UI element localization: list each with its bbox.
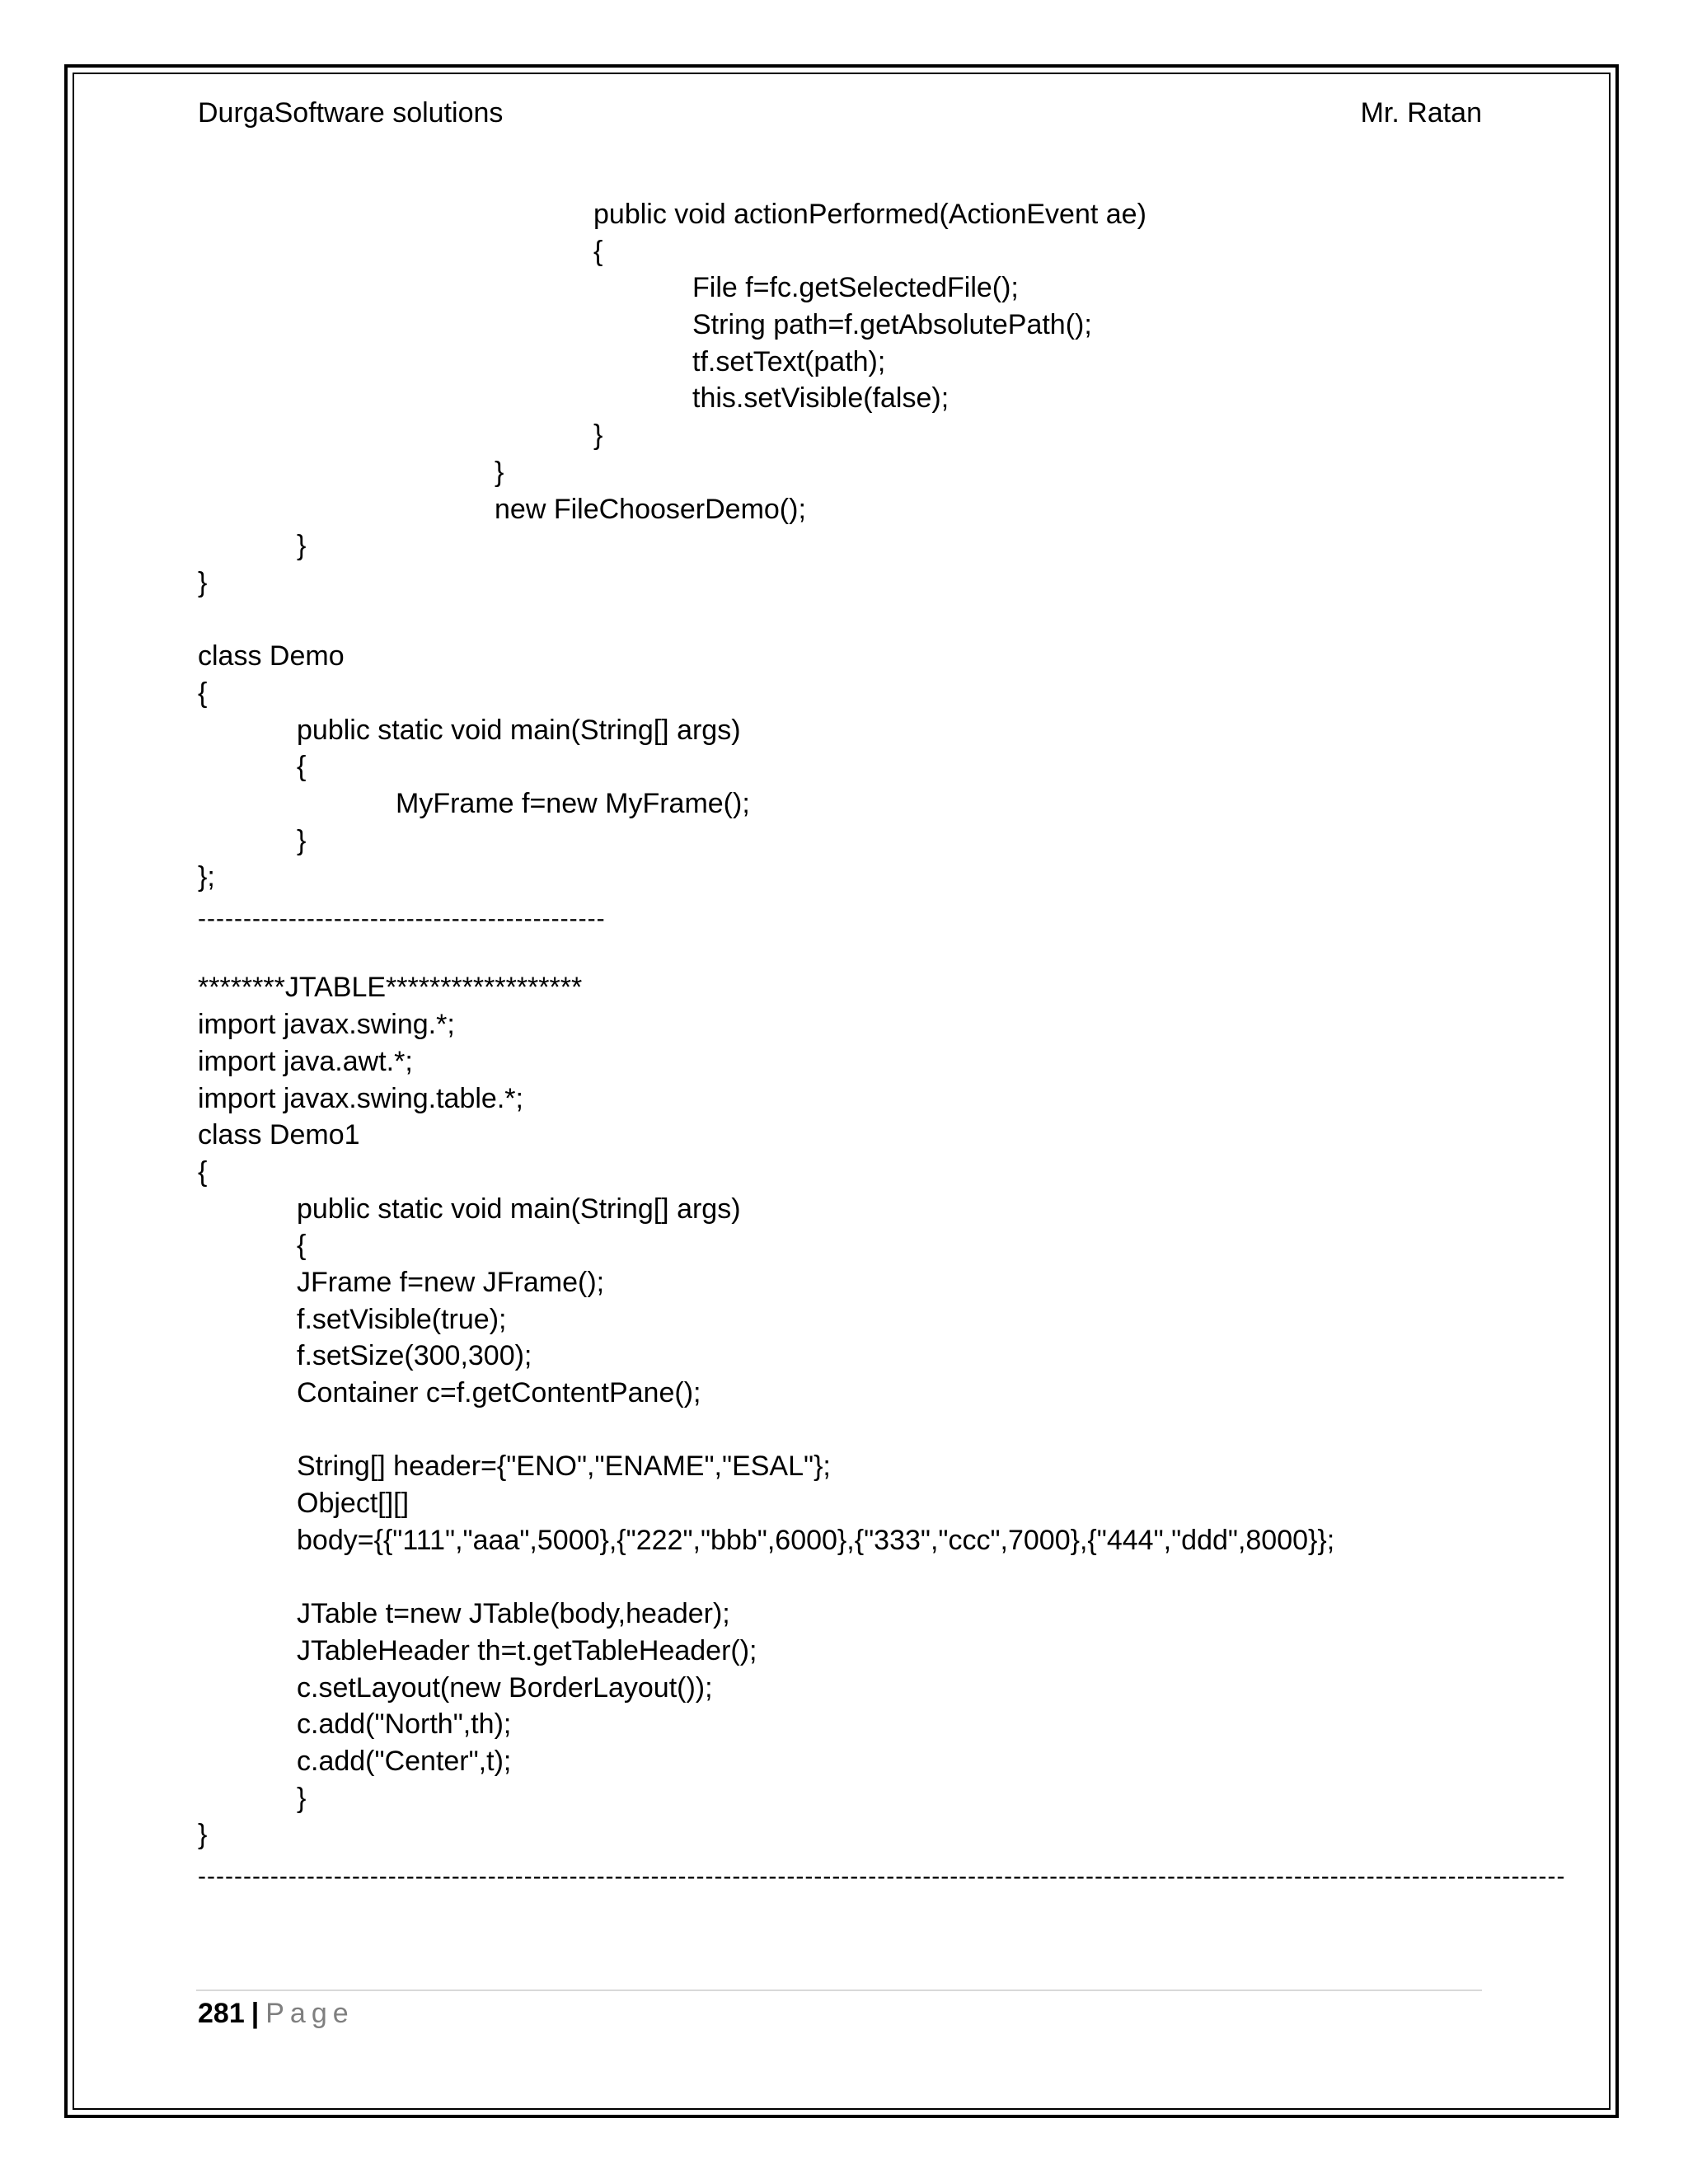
- code-listing: [198, 196, 1334, 1854]
- code-line: {: [198, 677, 208, 709]
- header-author: Mr. Ratan: [1360, 97, 1482, 129]
- code-line: c.add("North",th);: [297, 1708, 512, 1741]
- code-line: Object[][]: [297, 1488, 410, 1520]
- code-line: class Demo: [198, 640, 345, 673]
- code-line: Container c=f.getContentPane();: [297, 1377, 701, 1408]
- code-line: c.setLayout(new BorderLayout());: [297, 1671, 713, 1704]
- footer-rule: [196, 1990, 1482, 1991]
- code-line: f.setSize(300,300);: [297, 1340, 532, 1372]
- code-line: f.setVisible(true);: [297, 1303, 507, 1335]
- footer-divider: |: [251, 1998, 260, 2029]
- code-line: {: [297, 751, 307, 783]
- separator-long: -------------------------------------------------------------------------------------------------------------------------------------------------------: [198, 1863, 1566, 1890]
- code-line: [198, 1412, 1334, 1449]
- code-line: public static void main(String[] args): [297, 1193, 741, 1225]
- code-line: [198, 1558, 1334, 1596]
- code-line: {: [198, 1155, 208, 1188]
- code-line: class Demo1: [198, 1119, 360, 1151]
- header-company: DurgaSoftware solutions: [198, 97, 504, 129]
- code-line: import java.awt.*;: [198, 1045, 413, 1077]
- page-footer: [198, 1998, 354, 2030]
- code-line: public void actionPerformed(ActionEvent ae): [593, 199, 1146, 230]
- code-line: tf.setText(path);: [692, 345, 886, 377]
- code-line: }: [297, 530, 307, 562]
- code-line: String path=f.getAbsolutePath();: [692, 309, 1092, 341]
- code-line: ********JTABLE******************: [198, 972, 583, 1004]
- code-line: this.setVisible(false);: [692, 382, 950, 415]
- code-line: }: [593, 419, 603, 452]
- code-line: };: [198, 861, 215, 893]
- code-line: }: [297, 1782, 307, 1814]
- page-label: Page: [265, 1998, 354, 2029]
- code-line: [198, 602, 1334, 639]
- page-number: 281: [198, 1998, 245, 2029]
- code-line: new FileChooserDemo();: [495, 493, 806, 525]
- code-line: }: [198, 1819, 208, 1851]
- code-line: JFrame f=new JFrame();: [297, 1266, 605, 1298]
- code-line: {: [297, 1230, 307, 1262]
- code-line: JTableHeader th=t.getTableHeader();: [297, 1634, 757, 1666]
- code-line: import javax.swing.table.*;: [198, 1082, 523, 1114]
- code-line: }: [198, 566, 208, 598]
- code-line: import javax.swing.*;: [198, 1009, 455, 1041]
- code-line: }: [495, 456, 504, 488]
- code-line: public static void main(String[] args): [297, 714, 741, 746]
- code-line: body={{"111","aaa",5000},{"222","bbb",6000},{"333","ccc",7000},{"444","ddd",8000}};: [297, 1524, 1335, 1556]
- code-line: MyFrame f=new MyFrame();: [396, 788, 750, 819]
- separator-short: ---------------------------------------------: [198, 905, 606, 932]
- code-line: JTable t=new JTable(body,header);: [297, 1598, 730, 1630]
- code-line: c.add("Center",t);: [297, 1745, 512, 1777]
- code-line: [198, 933, 1334, 970]
- code-line: {: [593, 235, 603, 267]
- code-line: }: [297, 824, 307, 856]
- code-line: File f=fc.getSelectedFile();: [692, 272, 1019, 304]
- code-line: String[] header={"ENO","ENAME","ESAL"};: [297, 1451, 831, 1483]
